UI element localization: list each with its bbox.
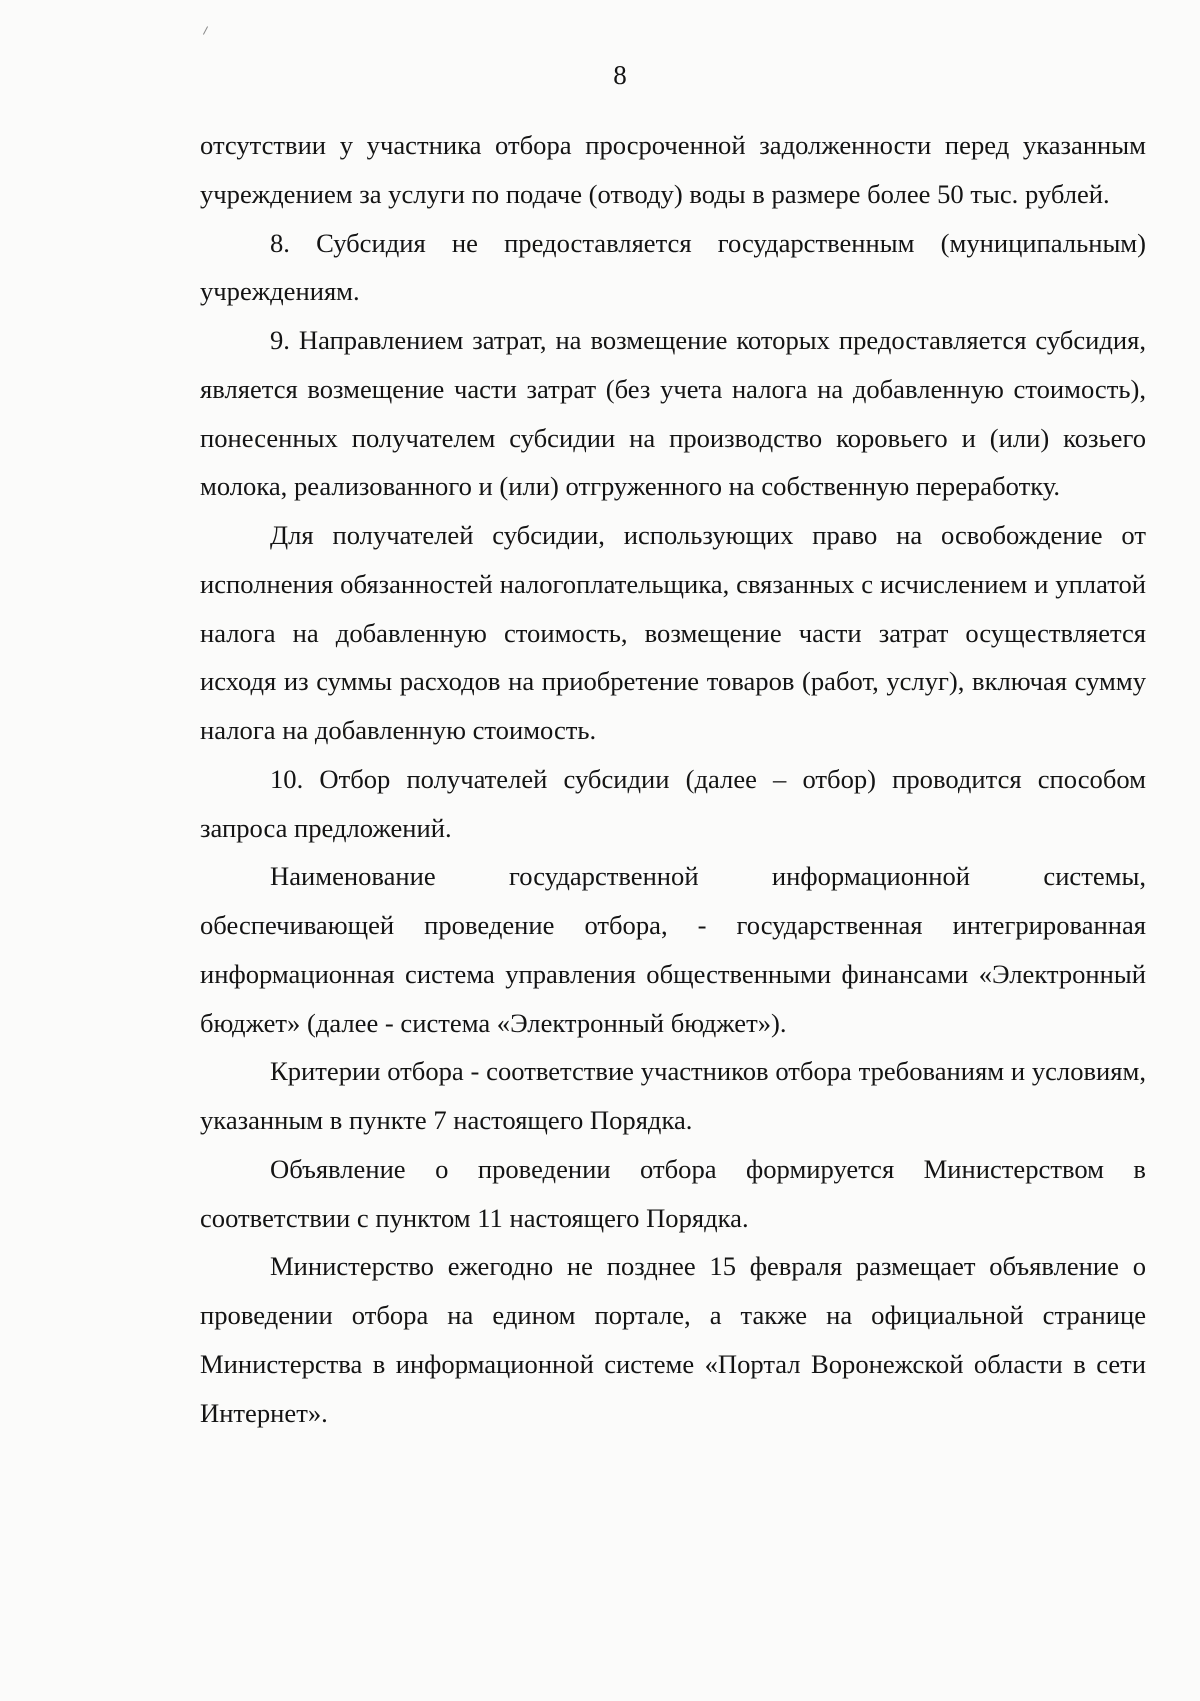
scan-artifact-mark xyxy=(203,26,208,34)
paragraph-vat-exemption: Для получателей субсидии, использующих право на освобождение от исполнения обязанностей налогоплательщика, связанных с исчислением и уплатой налога на добавленную стоимость, возмещение части затрат осуществляется исходя из суммы расходов на приобретение товаров (работ, услуг), включая сумму налога на добавленную стоимость. xyxy=(200,520,1146,745)
paragraph-item-8: 8. Субсидия не предоставляется государственным (муниципальным) учреждениям. xyxy=(200,227,1146,307)
paragraph-item-9: 9. Направлением затрат, на возмещение которых предоставляется субсидия, является возмещение части затрат (без учета налога на добавленную стоимость), понесенных получателем субсидии на производство коровьего и (или) козьего молока, реализованного и (или) отгруженного на собственную переработку. xyxy=(200,325,1146,502)
paragraph-selection-criteria: Критерии отбора - соответствие участников отбора требованиям и условиям, указанным в пункте 7 настоящего Порядка. xyxy=(200,1056,1146,1135)
paragraph-announcement: Объявление о проведении отбора формируется Министерством в соответствии с пунктом 11 настоящего Порядка. xyxy=(200,1153,1146,1233)
document-body xyxy=(200,121,1146,1437)
paragraph-item-10: 10. Отбор получателей субсидии (далее – отбор) проводится способом запроса предложений. xyxy=(200,763,1146,843)
paragraph-continuation: отсутствии у участника отбора просроченной задолженности перед указанным учреждением за услуги по подаче (отводу) воды в размере более 50 тыс. рублей. xyxy=(200,130,1146,209)
paragraph-information-system: Наименование государственной информационной системы, обеспечивающей проведение отбора, - государственная интегрированная информационная система управления общественными финансами «Электронный бюджет» (далее - система «Электронный бюджет»). xyxy=(200,861,1146,1038)
paragraph-publication: Министерство ежегодно не позднее 15 февраля размещает объявление о проведении отбора на едином портале, а также на официальной странице Министерства в информационной системе «Портал Воронежской области в сети Интернет». xyxy=(200,1251,1146,1428)
page-number: 8 xyxy=(613,60,627,90)
